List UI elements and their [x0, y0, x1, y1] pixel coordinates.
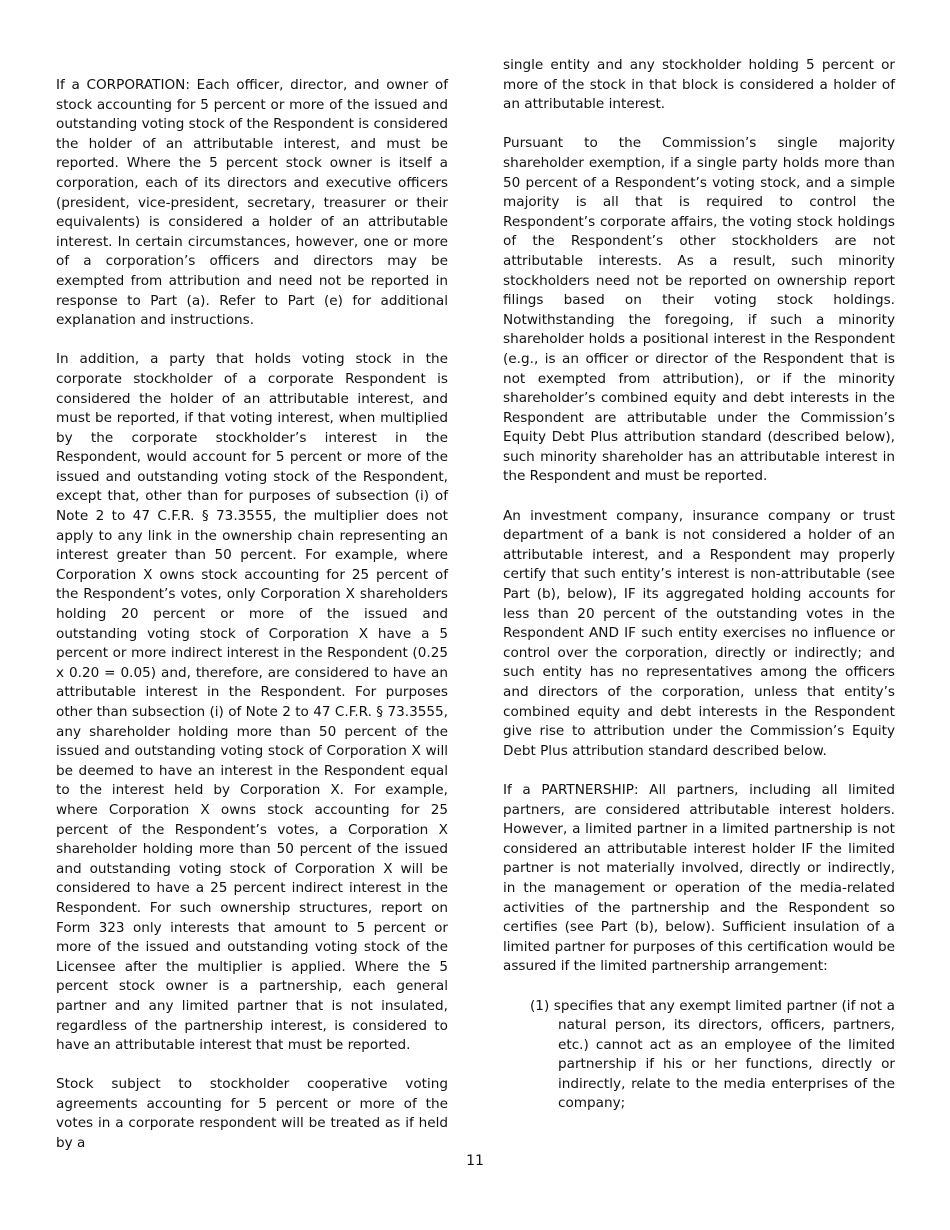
- investment-company-paragraph: An investment company, insurance company or trust department of a bank is not considered a holder of an attributable interest, and a Respondent may properly certify that such entity’s interest is non-attributable (see Part (b), below), IF its aggregated holding accounts for less than 20 percent of the outstanding votes in the Respondent AND IF such entity exercises no influence or control over the corporation, directly or indirectly; and such entity has no representatives among the officers and directors of the corporation, unless that entity’s combined equity and debt interests in the Respondent give rise to attribution under the Commission’s Equity Debt Plus attribution standard described below.: [503, 507, 895, 759]
- voting-agreements-paragraph: Stock subject to stockholder cooperative voting agreements accounting for 5 percent or more of the votes in a corporate respondent will be treated as if held by a: [56, 1076, 448, 1152]
- partnership-paragraph: If a PARTNERSHIP: All partners, including all limited partners, are considered attributable interest holders. However, a limited partner in a limited partnership is not considered an attributable interest holder IF the limited partner is not materially involved, directly or indirectly, in the management or operation of the media-related activities of the partnership and the Respondent so certifies (see Part (b), below). Sufficient insulation of a limited partner for purposes of this certification would be assured if the limited partnership arrangement:: [503, 781, 895, 975]
- indirect-interest-paragraph: In addition, a party that holds voting stock in the corporate stockholder of a corporate Respondent is considered the holder of an attributable interest, and must be reported, if that voting interest, when multiplied by the corporate stockholder’s interest in the Respondent, would account for 5 percent or more of the issued and outstanding voting stock of the Respondent, except that, other than for purposes of subsection (i) of Note 2 to 47 C.F.R. § 73.3555, the multiplier does not apply to any link in the ownership chain representing an interest greater than 50 percent. For example, where Corporation X owns stock accounting for 25 percent of the Respondent’s votes, only Corporation X shareholders holding 20 percent or more of the issued and outstanding voting stock of Corporation X have a 5 percent or more indirect interest in the Respondent (0.25 x 0.20 = 0.05) and, therefore, are considered to have an attributable interest in the Respondent. For purposes other than subsection (i) of Note 2 to 47 C.F.R. § 73.3555, any shareholder holding more than 50 percent of the issued and outstanding voting stock of Corporation X will be deemed to have an interest in the Respondent equal to the interest held by Corporation X. For example, where Corporation X owns stock accounting for 25 percent of the Respondent’s votes, a Corporation X shareholder holding more than 50 percent of the issued and outstanding voting stock of Corporation X will be considered to have a 25 percent indirect interest in the Respondent. For such ownership structures, report on Form 323 only interests that amount to 5 percent or more of the issued and outstanding voting stock of the Licensee after the multiplier is applied. Where the 5 percent stock owner is a partnership, each general partner and any limited partner that is not insulated, regardless of the partnership interest, is considered to have an attributable interest that must be reported.: [56, 351, 448, 1054]
- majority-shareholder-exemption-paragraph: Pursuant to the Commission’s single majority shareholder exemption, if a single party holds more than 50 percent of a Respondent’s voting stock, and a simple majority is all that is required to control the Respondent’s corporate affairs, the voting stock holdings of the Respondent’s other stockholders are not attributable interests. As a result, such minority stockholders need not be reported on ownership report filings based on their voting stock holdings. Notwithstanding the foregoing, if such a minority shareholder holds a positional interest in the Respondent (e.g., is an officer or director of the Respondent that is not exempted from attribution), or if the minority shareholder’s combined equity and debt interests in the Respondent are attributable under the Commission’s Equity Debt Plus attribution standard (described below), such minority shareholder has an attributable interest in the Respondent and must be reported.: [503, 135, 895, 485]
- left-column: [56, 76, 448, 1154]
- voting-block-continuation-paragraph: single entity and any stockholder holding 5 percent or more of the stock in that block is considered a holder of an attributable interest.: [503, 57, 895, 113]
- corporation-paragraph: If a CORPORATION: Each officer, director, and owner of stock accounting for 5 percent or more of the issued and outstanding voting stock of the Respondent is considered the holder of an attributable interest, and must be reported. Where the 5 percent stock owner is itself a corporation, each of its directors and executive officers (president, vice-president, secretary, treasurer or their equivalents) is considered a holder of an attributable interest. In certain circumstances, however, one or more of a corporation’s officers and directors may be exempted from attribution and need not be reported in response to Part (a). Refer to Part (e) for additional explanation and instructions.: [56, 77, 448, 329]
- page-number: 11: [466, 1153, 484, 1169]
- list-item: (1) specifies that any exempt limited partner (if not a natural person, its directors, officers, partners, etc.) cannot act as an employee of the limited partnership if his or her functions, directly or indirectly, relate to the media enterprises of the company;: [530, 997, 895, 1112]
- right-column: [503, 56, 895, 1114]
